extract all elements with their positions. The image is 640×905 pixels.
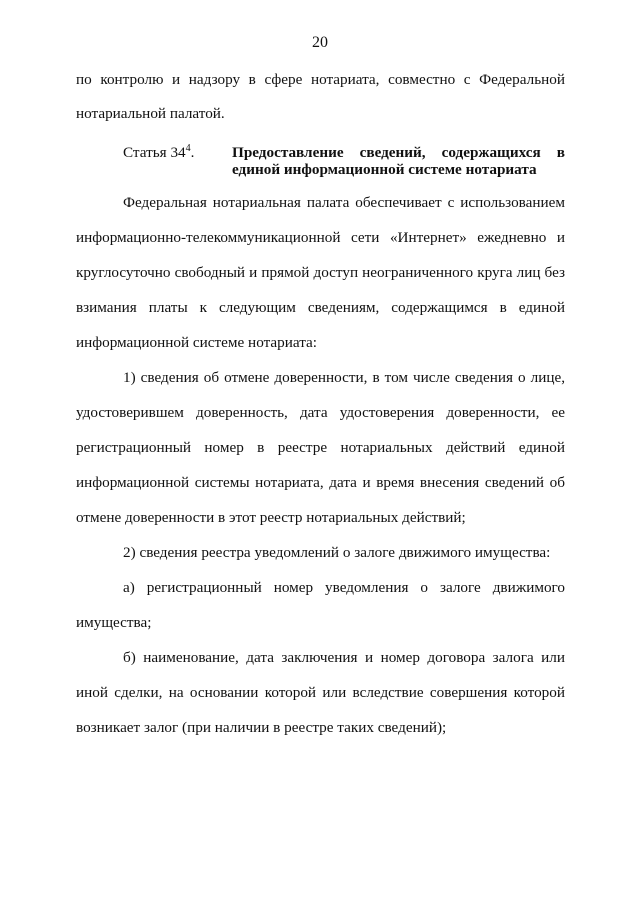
- intro-line-2: нотариальной палатой.: [76, 105, 225, 122]
- article-label-sup: 4: [185, 143, 191, 154]
- item-1-line-4: информационной системы нотариата, дата и время внесения сведений об: [76, 474, 565, 491]
- item-1-line-1: 1) сведения об отмене доверенности, в том числе сведения о лице,: [123, 369, 565, 386]
- article-title-line-1: Предоставление сведений, содержащихся в: [232, 144, 565, 161]
- paragraph-main-line-1: Федеральная нотариальная палата обеспечивает с использованием: [123, 194, 565, 211]
- item-2-line-1: 2) сведения реестра уведомлений о залоге движимого имущества:: [123, 544, 551, 561]
- article-label-suffix: .: [190, 144, 195, 161]
- article-label-text: Статья 34: [123, 144, 186, 161]
- article-title-line-2: единой информационной системе нотариата: [232, 161, 537, 178]
- paragraph-main-line-3: круглосуточно свободный и прямой доступ неограниченного круга лиц без: [76, 264, 565, 281]
- item-2b-line-2: иной сделки, на основании которой или вследствие совершения которой: [76, 684, 565, 701]
- item-2a-line-1: а) регистрационный номер уведомления о залоге движимого: [123, 579, 565, 596]
- paragraph-main-line-2: информационно-телекоммуникационной сети «Интернет» ежедневно и: [76, 229, 565, 246]
- item-1-line-5: отмене доверенности в этот реестр нотариальных действий;: [76, 509, 466, 526]
- item-1-line-3: регистрационный номер в реестре нотариальных действий единой: [76, 439, 565, 456]
- item-2a-line-2: имущества;: [76, 614, 152, 631]
- paragraph-main-line-5: информационной системе нотариата:: [76, 334, 317, 351]
- intro-line-1: по контролю и надзору в сфере нотариата, совместно с Федеральной: [76, 71, 565, 88]
- paragraph-main-line-4: взимания платы к следующим сведениям, содержащимся в единой: [76, 299, 565, 316]
- item-1-line-2: удостоверившем доверенность, дата удостоверения доверенности, ее: [76, 404, 565, 421]
- article-label: [123, 144, 194, 162]
- item-2b-line-3: возникает залог (при наличии в реестре таких сведений);: [76, 719, 447, 736]
- item-2b-line-1: б) наименование, дата заключения и номер договора залога или: [123, 649, 565, 666]
- page-number: 20: [312, 34, 328, 51]
